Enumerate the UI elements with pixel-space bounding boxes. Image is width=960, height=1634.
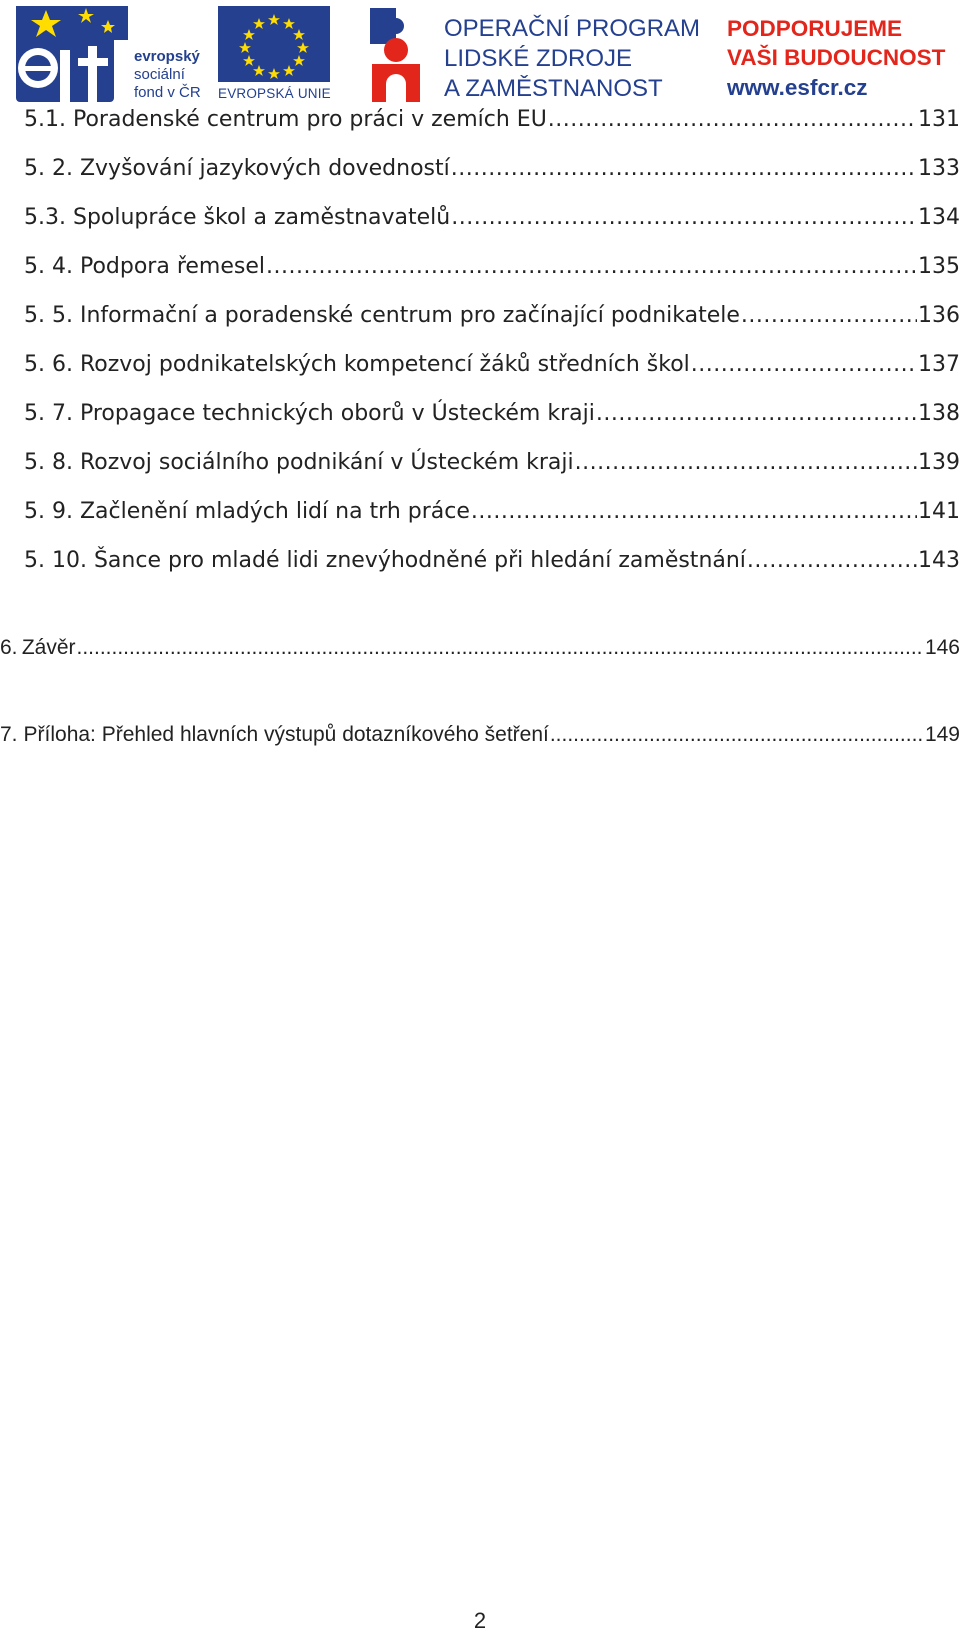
esf-wordmark (134, 48, 201, 102)
esf-logo (16, 6, 201, 102)
eu-flag-icon (218, 6, 330, 82)
toc-leader-dots (596, 401, 917, 426)
toc-leader-dots (548, 107, 917, 132)
toc-chapter-page: 149 (924, 723, 960, 746)
toc-entry[interactable] (24, 254, 960, 279)
toc-entry-page: 141 (918, 499, 960, 524)
toc-entry[interactable] (24, 499, 960, 524)
op-puzzle-icon (366, 4, 426, 104)
slogan-logo (727, 14, 957, 104)
toc-entry[interactable] (24, 352, 960, 377)
toc-entry[interactable] (24, 303, 960, 328)
logo-banner (0, 0, 960, 110)
toc-entry[interactable] (24, 107, 960, 132)
toc-entry-label: 5.1. Poradenské centrum pro práci v zemích EU (24, 107, 547, 132)
toc-leader-dots (471, 499, 917, 524)
esf-line-3: fond v ČR (134, 84, 201, 101)
toc-chapter-entry[interactable] (0, 723, 960, 747)
toc-entry-page: 137 (918, 352, 960, 377)
toc-leader-dots (77, 636, 924, 660)
toc-chapter-page: 146 (924, 636, 960, 659)
toc-chapter-entry[interactable] (0, 636, 960, 660)
toc-entry-page: 135 (918, 254, 960, 279)
toc-entry-page: 138 (918, 401, 960, 426)
toc-leader-dots (741, 303, 917, 328)
toc-leader-dots (575, 450, 917, 475)
slogan-line-2: VAŠI BUDOUCNOST (727, 45, 946, 70)
esf-line-2: sociální (134, 66, 185, 83)
op-line-3: A ZAMĚSTNANOST (444, 75, 663, 102)
toc-entry-page: 134 (918, 205, 960, 230)
toc-entry-page: 136 (918, 303, 960, 328)
toc-entry-page: 133 (918, 156, 960, 181)
slogan-url: www.esfcr.cz (727, 75, 868, 100)
esf-line-1: evropský (134, 48, 200, 65)
toc-leader-dots (451, 156, 917, 181)
toc-chapter-label: Příloha: Přehled hlavních výstupů dotazníkového šetření (23, 723, 549, 746)
toc-leader-dots (550, 723, 924, 747)
op-line-2: LIDSKÉ ZDROJE (444, 45, 633, 72)
op-wordmark (444, 14, 700, 104)
toc-entry[interactable] (24, 548, 960, 573)
toc-entry-page: 143 (918, 548, 960, 573)
toc-leader-dots (451, 205, 917, 230)
toc-entry-label: 5. 6. Rozvoj podnikatelských kompetencí žáků středních škol (24, 352, 690, 377)
toc-leader-dots (747, 548, 917, 573)
toc-entry-label: 5. 5. Informační a poradenské centrum pro začínající podnikatele (24, 303, 740, 328)
eu-caption: EVROPSKÁ UNIE (218, 86, 331, 101)
toc-entry-label: 5. 2. Zvyšování jazykových dovedností (24, 156, 450, 181)
op-lzz-logo (366, 4, 701, 104)
toc-entry-label: 5. 8. Rozvoj sociálního podnikání v Ústeckém kraji (24, 450, 574, 475)
page-number: 2 (473, 1608, 487, 1633)
toc-entry-label: 5.3. Spolupráce škol a zaměstnavatelů (24, 205, 451, 230)
toc-chapter-number: 6. (0, 636, 18, 659)
toc-entry[interactable] (24, 205, 960, 230)
toc-chapter-number: 7. (0, 723, 18, 746)
toc-entry[interactable] (24, 401, 960, 426)
toc-leader-dots (691, 352, 917, 377)
toc-entry-label: 5. 9. Začlenění mladých lidí na trh práce (24, 499, 470, 524)
toc-entry-label: 5. 7. Propagace technických oborů v Ústeckém kraji (24, 401, 595, 426)
toc-entry[interactable] (24, 450, 960, 475)
toc-chapter-label: Závěr (21, 636, 76, 659)
toc-leader-dots (266, 254, 917, 279)
toc-entry-page: 139 (918, 450, 960, 475)
toc-entry-page: 131 (918, 107, 960, 132)
toc-entry-label: 5. 10. Šance pro mladé lidi znevýhodněné při hledání zaměstnání (24, 548, 746, 573)
eu-logo (218, 6, 330, 102)
toc-entry-label: 5. 4. Podpora řemesel (24, 254, 265, 279)
op-line-1: OPERAČNÍ PROGRAM (444, 15, 701, 42)
slogan-line-1: PODPORUJEME (727, 16, 903, 41)
toc-entry[interactable] (24, 156, 960, 181)
